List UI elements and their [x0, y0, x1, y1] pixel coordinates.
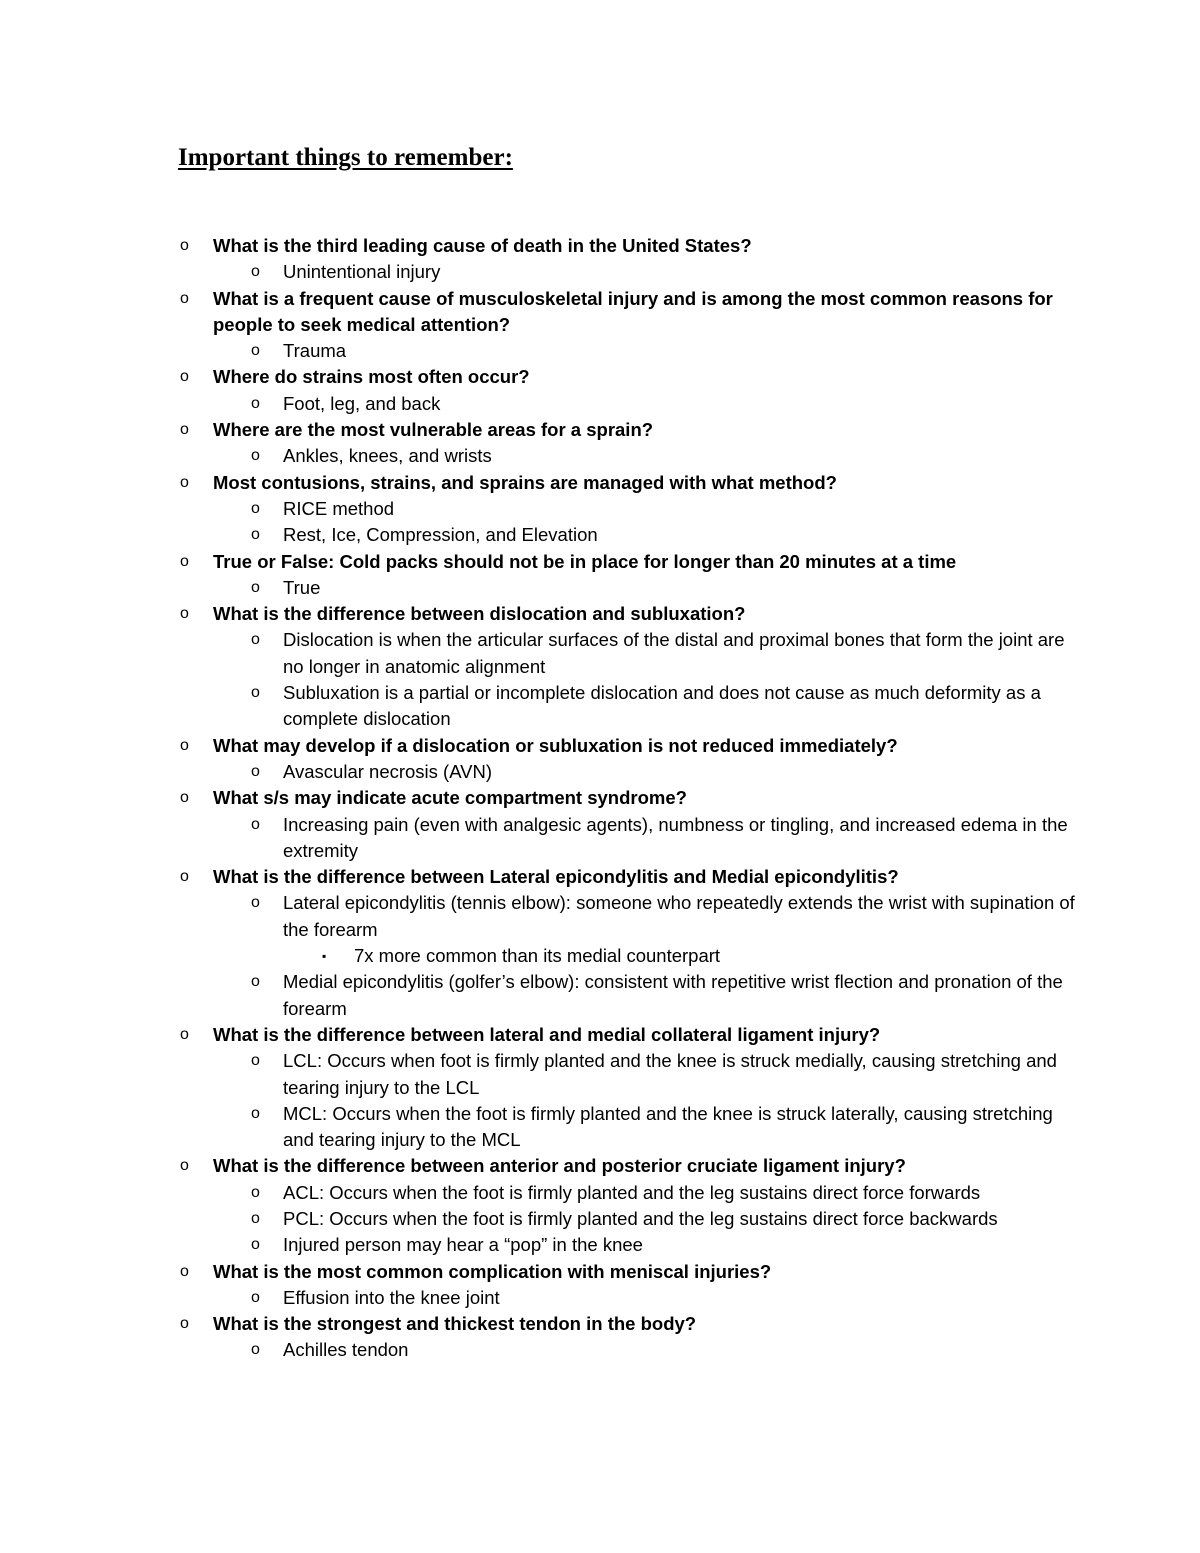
answer-item	[180, 1206, 1080, 1232]
question-item	[180, 785, 1080, 811]
answer-text: Avascular necrosis (AVN)	[283, 760, 493, 782]
answer-text: ACL: Occurs when the foot is firmly planted and the leg sustains direct force forwards	[283, 1181, 981, 1203]
hollow-bullet-icon: o	[251, 499, 260, 517]
question-item	[180, 733, 1080, 759]
question-text: What is the difference between Lateral epicondylitis and Medial epicondylitis?	[213, 866, 899, 888]
question-text: Most contusions, strains, and sprains are managed with what method?	[213, 471, 837, 493]
question-text: Where do strains most often occur?	[213, 366, 530, 388]
hollow-bullet-icon: o	[180, 1262, 189, 1280]
question-text: What is the strongest and thickest tendon in the body?	[213, 1313, 697, 1335]
hollow-bullet-icon: o	[251, 631, 260, 649]
hollow-bullet-icon: o	[251, 1341, 260, 1359]
hollow-bullet-icon: o	[180, 473, 189, 491]
hollow-bullet-icon: o	[180, 868, 189, 886]
sub-answer-text: 7x more common than its medial counterpart	[354, 945, 721, 967]
answer-text: Effusion into the knee joint	[283, 1286, 500, 1308]
hollow-bullet-icon: o	[180, 736, 189, 754]
answer-text: Ankles, knees, and wrists	[283, 445, 492, 467]
answer-text: Injured person may hear a “pop” in the knee	[283, 1234, 643, 1256]
question-item	[180, 601, 1080, 627]
question-text: What is the difference between lateral and medial collateral ligament injury?	[213, 1023, 881, 1045]
answer-item	[180, 338, 1080, 364]
answer-text: Increasing pain (even with analgesic agents), numbness or tingling, and increased edema in the extremity	[283, 813, 1068, 861]
answer-item	[180, 1101, 1080, 1154]
answer-text: Rest, Ice, Compression, and Elevation	[283, 524, 598, 546]
answer-item	[180, 391, 1080, 417]
answer-item	[180, 812, 1080, 865]
question-text: What is a frequent cause of musculoskeletal injury and is among the most common reasons for people to seek medical attention?	[213, 287, 1053, 335]
sub-answer-item	[180, 943, 1080, 969]
answer-item	[180, 1337, 1080, 1363]
hollow-bullet-icon: o	[251, 1052, 260, 1070]
hollow-bullet-icon: o	[180, 1025, 189, 1043]
hollow-bullet-icon: o	[251, 447, 260, 465]
hollow-bullet-icon: o	[180, 1315, 189, 1333]
question-item	[180, 233, 1080, 259]
question-text: What is the most common complication with meniscal injuries?	[213, 1260, 772, 1282]
answer-text: Trauma	[283, 340, 347, 362]
answer-item	[180, 890, 1080, 943]
hollow-bullet-icon: o	[251, 762, 260, 780]
answer-text: Dislocation is when the articular surfaces of the distal and proximal bones that form the joint are no longer in anatomic alignment	[283, 629, 1065, 677]
hollow-bullet-icon: o	[180, 789, 189, 807]
hollow-bullet-icon: o	[251, 342, 260, 360]
hollow-bullet-icon: o	[251, 526, 260, 544]
answer-item	[180, 1232, 1080, 1258]
hollow-bullet-icon: o	[251, 815, 260, 833]
hollow-bullet-icon: o	[251, 394, 260, 412]
page-title: Important things to remember:	[178, 144, 513, 171]
question-item	[180, 864, 1080, 890]
hollow-bullet-icon: o	[251, 578, 260, 596]
question-item	[180, 364, 1080, 390]
answer-item	[180, 522, 1080, 548]
question-item	[180, 1022, 1080, 1048]
question-item	[180, 1153, 1080, 1179]
answer-item	[180, 443, 1080, 469]
question-item	[180, 1311, 1080, 1337]
answer-text: Unintentional injury	[283, 261, 441, 283]
answer-item	[180, 627, 1080, 680]
answer-text: Medial epicondylitis (golfer’s elbow): consistent with repetitive wrist flection and pronation of the forearm	[283, 971, 1063, 1019]
answer-text: True	[283, 576, 321, 598]
hollow-bullet-icon: o	[251, 1209, 260, 1227]
hollow-bullet-icon: o	[251, 684, 260, 702]
hollow-bullet-icon: o	[251, 263, 260, 281]
square-bullet-icon: ▪	[322, 949, 327, 964]
question-item	[180, 1259, 1080, 1285]
question-text: What s/s may indicate acute compartment syndrome?	[213, 787, 687, 809]
answer-text: Foot, leg, and back	[283, 392, 441, 414]
hollow-bullet-icon: o	[251, 1104, 260, 1122]
answer-item	[180, 680, 1080, 733]
hollow-bullet-icon: o	[180, 605, 189, 623]
hollow-bullet-icon: o	[180, 289, 189, 307]
hollow-bullet-icon: o	[251, 973, 260, 991]
answer-item	[180, 969, 1080, 1022]
question-text: What is the difference between dislocation and subluxation?	[213, 603, 746, 625]
question-text: What may develop if a dislocation or subluxation is not reduced immediately?	[213, 734, 898, 756]
question-item	[180, 470, 1080, 496]
answer-item	[180, 575, 1080, 601]
answer-text: MCL: Occurs when the foot is firmly planted and the knee is struck laterally, causing stretching and tearing injury to the MCL	[283, 1102, 1053, 1151]
question-text: Where are the most vulnerable areas for a sprain?	[213, 419, 654, 441]
answer-item	[180, 496, 1080, 522]
answer-item	[180, 1048, 1080, 1101]
answer-item	[180, 1285, 1080, 1311]
question-item	[180, 417, 1080, 443]
answer-text: Lateral epicondylitis (tennis elbow): someone who repeatedly extends the wrist with supination of the forearm	[283, 892, 1075, 940]
hollow-bullet-icon: o	[180, 237, 189, 254]
answer-text: LCL: Occurs when foot is firmly planted and the knee is struck medially, causing stretching and tearing injury to the LCL	[283, 1050, 1057, 1098]
hollow-bullet-icon: o	[180, 368, 189, 386]
answer-item	[180, 759, 1080, 785]
question-item	[180, 549, 1080, 575]
question-text: What is the third leading cause of death in the United States?	[213, 235, 752, 256]
hollow-bullet-icon: o	[180, 421, 189, 439]
hollow-bullet-icon: o	[180, 1157, 189, 1175]
question-item	[180, 286, 1080, 339]
answer-item	[180, 1180, 1080, 1206]
question-text: True or False: Cold packs should not be in place for longer than 20 minutes at a time	[213, 550, 957, 572]
answer-text: Subluxation is a partial or incomplete dislocation and does not cause as much deformity as a complete dislocation	[283, 682, 1041, 730]
hollow-bullet-icon: o	[180, 552, 189, 570]
answer-text: Achilles tendon	[283, 1339, 409, 1361]
hollow-bullet-icon: o	[251, 1236, 260, 1254]
answer-text: RICE method	[283, 497, 395, 519]
hollow-bullet-icon: o	[251, 894, 260, 912]
question-text: What is the difference between anterior and posterior cruciate ligament injury?	[213, 1155, 906, 1177]
question-answer-list	[180, 233, 1080, 1364]
answer-text: PCL: Occurs when the foot is firmly planted and the leg sustains direct force backwards	[283, 1207, 998, 1229]
answer-item	[180, 259, 1080, 285]
hollow-bullet-icon: o	[251, 1183, 260, 1201]
hollow-bullet-icon: o	[251, 1288, 260, 1306]
